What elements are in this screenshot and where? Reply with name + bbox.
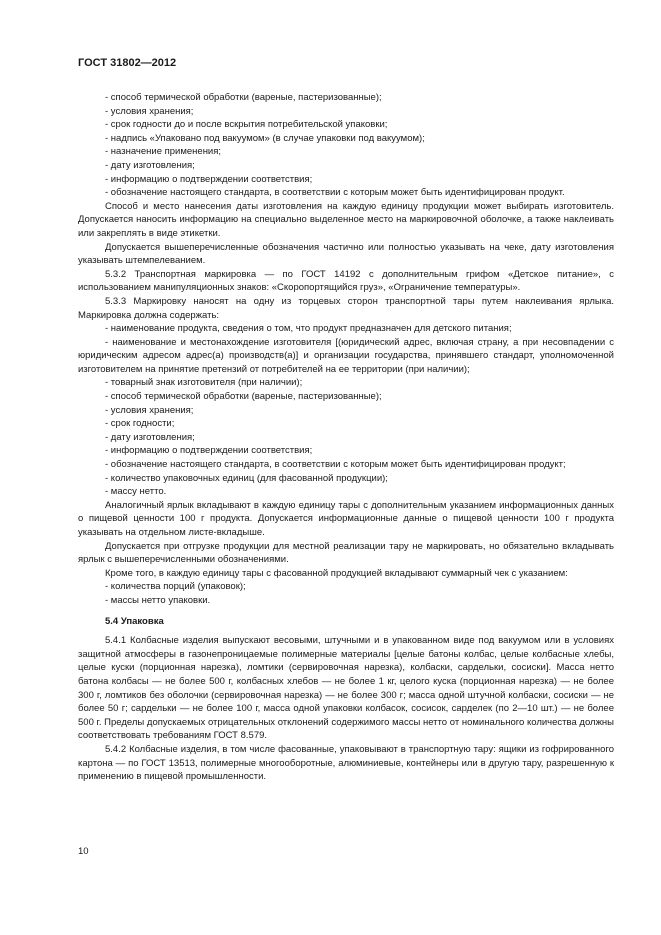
list-item: - способ термической обработки (вареные, пастеризованные); (105, 391, 382, 403)
paragraph: 5.3.3 Маркировку наносят на одну из торцевых сторон транспортной тары путем наклеивания ярлыка. Маркировка должна содержать: (78, 295, 614, 321)
list-item: - товарный знак изготовителя (при наличии); (105, 377, 303, 389)
list-item: - срок годности до и после вскрытия потребительской упаковки; (105, 119, 388, 131)
paragraph: - наименование и местонахождение изготовителя [(юридический адрес, включая страну, а при несовпадении с юридическим адресом адрес(а) производств(а)] и организации государства, принявшего стандарт, уполномоченной изготовителем на принятие претензий от потребителей на ее территории (при наличии); (78, 336, 614, 375)
list-item: - надпись «Упаковано под вакуумом» (в случае упаковки под вакуумом); (105, 132, 425, 144)
list-item: - наименование продукта, сведения о том, что продукт предназначен для детского питания; (105, 323, 512, 335)
paragraph: Способ и место нанесения даты изготовления на каждую единицу продукции может выбирать изготовитель. Допускается наносить информацию на специально выделенное место на маркировочной оболочке, а также наклеивать или закреплять в виде этикетки. (78, 200, 614, 239)
list-item: - дату изготовления; (105, 159, 195, 171)
paragraph: - обозначение настоящего стандарта, в соответствии с которым может быть идентифицирован продукт; (105, 459, 566, 471)
list-item: - массы нетто упаковки. (105, 594, 211, 606)
list-item: - способ термической обработки (вареные, пастеризованные); (105, 92, 382, 103)
paragraph: 5.3.2 Транспортная маркировка — по ГОСТ 14192 с дополнительным грифом «Детское питание», с использованием манипуляционных знаков: «Скоропортящийся груз», «Ограничение температуры». (78, 268, 614, 294)
paragraph: Допускается вышеперечисленные обозначения частично или полностью указывать на чеке, дату изготовления указывать штемпелеванием. (78, 241, 614, 267)
paragraph: - обозначение настоящего стандарта, в соответствии с которым может быть идентифицирован продукт. (105, 187, 565, 199)
paragraph: 5.4.2 Колбасные изделия, в том числе фасованные, упаковывают в транспортную тару: ящики из гофрированного картона — по ГОСТ 13513, полимерные многооборотные, алюминиевые, контейнеры или в другую тару, разрешенную к применению в пищевой промышленности. (78, 743, 614, 783)
list-item: - информацию о подтверждении соответствия; (105, 173, 313, 185)
list-item: - срок годности; (105, 418, 175, 430)
list-item: - назначение применения; (105, 146, 222, 158)
paragraph: Допускается при отгрузке продукции для местной реализации тару не маркировать, но обязательно вкладывать ярлык с вышеперечисленными обозначениями. (78, 540, 614, 566)
list-item: - количества порций (упаковок); (105, 581, 246, 593)
paragraph: Аналогичный ярлык вкладывают в каждую единицу тары с дополнительным указанием информационных данных о пищевой ценности 100 г продукта. Допускается информационные данные о пищевой ценности 100 г продукта указывать на отдельном листе-вкладыше. (78, 499, 614, 538)
list-item: - условия хранения; (105, 404, 194, 416)
document-body (78, 91, 614, 784)
section-heading: 5.4 Упаковка (105, 615, 164, 627)
list-item: - массу нетто. (105, 486, 167, 498)
list-item: - информацию о подтверждении соответствия; (105, 445, 313, 457)
list-item: - дату изготовления; (105, 431, 195, 443)
document-header: ГОСТ 31802—2012 (78, 57, 177, 69)
list-item: - количество упаковочных единиц (для фасованной продукции); (105, 472, 388, 484)
list-item: - условия хранения; (105, 105, 194, 117)
page-number: 10 (78, 846, 89, 857)
paragraph: Кроме того, в каждую единицу тары с фасованной продукцией вкладывают суммарный чек с указанием: (105, 567, 568, 579)
paragraph: 5.4.1 Колбасные изделия выпускают весовыми, штучными и в упакованном виде под вакуумом или в условиях защитной атмосферы в газонепроницаемые полимерные материалы [целые батоны колбас, целые колбасные хлебы, целые куски (порционная нарезка), ломтики (сервировочная нарезка), колбаски, сардельки, сосиски]. Масса нетто батона колбасы — не более 500 г, колбасных хлебов — не более 1 кг, целого куска (порционная нарезка) — не более 300 г, ломтиков без оболочки (сервировочная нарезка) — не более 300 г; масса одной штучной колбаски, сосиски — не более 50 г; сардельки — не более 100 г, масса одной упаковки колбасок, сосисок, сарделек (по 2—10 шт.) — не более 500 г. Пределы допускаемых отрицательных отклонений содержимого массы нетто от номинального количества должны соответствовать требованиям ГОСТ 8.579. (78, 635, 614, 742)
